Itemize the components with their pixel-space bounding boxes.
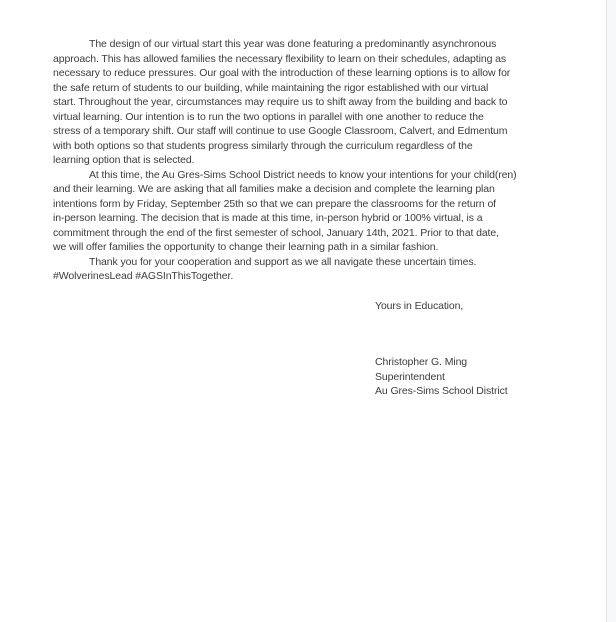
text-line: virtual learning. Our intention is to run the two options in parallel with one another to reduce the [53,110,484,123]
text-line: The design of our virtual start this year was done featuring a predominantly asynchronous [89,38,497,50]
text-line: with both options so that students progress similarly through the curriculum regardless of the [53,139,473,152]
paragraph-virtual-start [53,37,601,168]
letter-body [53,37,601,399]
text-line: learning option that is selected. [53,154,195,166]
text-line: #WolverinesLead #AGSInThisTogether. [53,270,234,282]
text-line: necessary to reduce pressures. Our goal with the introduction of these learning options is to allow for [53,67,511,79]
signature-title: Superintendent [375,370,445,383]
text-line: and their learning. We are asking that all families make a decision and complete the learning plan [53,183,495,195]
signature-name: Christopher G. Ming [375,356,468,368]
signature-block [375,355,601,399]
closing-line: Yours in Education, [375,299,464,312]
closing-block [375,299,601,399]
text-line: approach. This has allowed families the necessary flexibility to learn on their schedules, adapting as [53,52,507,65]
text-line: we will offer families the opportunity to change their learning path in a similar fashion. [53,241,439,253]
text-line: stress of a temporary shift. Our staff will continue to use Google Classroom, Calvert, and Edmentum [53,125,508,137]
text-line: commitment through the end of the first semester of school, January 14th, 2021. Prior to that date, [53,226,499,239]
page-outside-strip [607,0,616,622]
text-line: intentions form by Friday, September 25th so that we can prepare the classrooms for the return of [53,197,496,210]
text-line: start. Throughout the year, circumstances may require us to shift away from the building and back to [53,96,508,108]
paragraph-thank-you [53,255,601,284]
text-line: At this time, the Au Gres-Sims School District needs to know your intentions for your child(ren) [89,168,517,181]
paragraph-intentions-form [53,168,601,255]
signature-organization: Au Gres-Sims School District [375,385,508,397]
text-line: the safe return of students to our building, while maintaining the rigor established with our virtual [53,81,489,94]
text-line: in-person learning. The decision that is made at this time, in-person hybrid or 100% virtual, is a [53,212,483,224]
text-line: Thank you for your cooperation and support as we all navigate these uncertain times. [89,255,477,268]
